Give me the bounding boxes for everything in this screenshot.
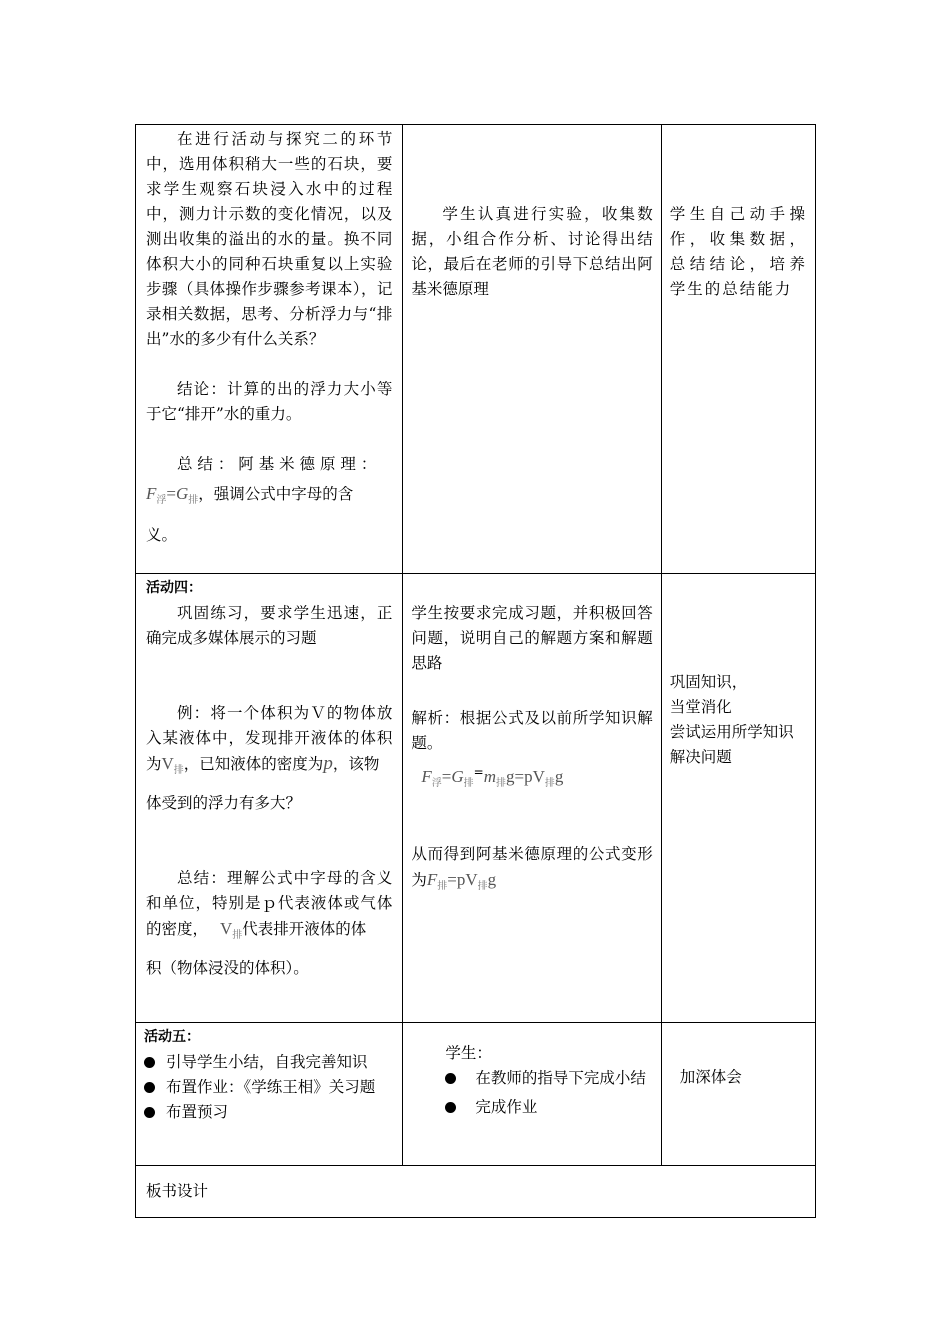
bullet-icon — [144, 1057, 155, 1068]
summary-label: 总 结 ： 阿 基 米 德 原 理 ： — [177, 455, 377, 473]
bullet-icon — [445, 1102, 456, 1113]
purpose-text: 加深体会 — [679, 1068, 742, 1086]
list-item: 布置作业：《学练王相》关习题 — [144, 1075, 392, 1100]
derived-formula-text: 从而得到阿基米德原理的公式变形为$F_排=pV_排g$ — [411, 845, 653, 892]
purpose-line: 尝试运用所学知识解决问题 — [669, 723, 794, 766]
list-item: 在教师的指导下完成小结 — [445, 1066, 652, 1091]
design-purpose-cell — [661, 125, 815, 574]
student-response: 学生按要求完成习题，并积极回答问题，说明自己的解题方案和解题思路 — [411, 604, 653, 672]
solution-text: 解析：根据公式及以前所学知识解题。 — [411, 709, 653, 752]
student-activity-cell — [403, 574, 661, 1023]
activity-heading: 活动四： — [146, 580, 202, 596]
teacher-activity-cell — [136, 125, 403, 574]
bullet-icon — [144, 1082, 155, 1093]
example-problem: 例：将一个体积为Ｖ的物体放入某液体中，发现排开液体的体积为$V_排$，已知液体的密度为p，该物 — [146, 704, 393, 776]
list-item: 布置预习 — [144, 1100, 392, 1125]
summary-end-text: 积（物体浸没的体积）。 — [146, 959, 309, 977]
example-question: 体受到的浮力有多大？ — [146, 794, 302, 812]
student-heading: 学生： — [445, 1044, 492, 1062]
bullet-icon — [445, 1073, 456, 1084]
table-row — [136, 1023, 816, 1166]
list-item: 引导学生小结，自我完善知识 — [144, 1050, 392, 1075]
table-row — [136, 125, 816, 574]
table-row — [136, 1166, 816, 1218]
conclusion-text: 结论：计算的出的浮力大小等于它“排开”水的重力。 — [146, 380, 393, 423]
purpose-line: 当堂消化 — [669, 698, 732, 716]
purpose-line: 巩固知识， — [669, 673, 748, 691]
table-row — [136, 574, 816, 1023]
list-item: 完成作业 — [445, 1095, 652, 1120]
activity-description: 在进行活动与探究二的环节中，选用体积稍大一些的石块，要求学生观察石块浸入水中的过程中，测力计示数的变化情况，以及测出收集的溢出的水的量。换不同体积大小的同种石块重复以上实验步骤（具体操作步骤参考课本），记录相关数据，思考、分析浮力与“排出”水的多少有什么关系？ — [146, 130, 393, 348]
student-activity-cell — [403, 1023, 661, 1166]
design-purpose-cell — [661, 1023, 815, 1166]
teacher-activity-cell — [136, 1023, 403, 1166]
student-activity-cell — [403, 125, 661, 574]
archimedes-formula: $F_浮=G_排$，强调公式中字母的含 — [146, 484, 354, 506]
formula-end-text: 义。 — [146, 526, 178, 544]
lesson-plan-table — [135, 124, 816, 1218]
teacher-activity-cell — [136, 574, 403, 1023]
design-purpose-text: 学生自己动手操作，收集数据，总结结论，培养学生的总结能力 — [669, 205, 807, 298]
design-purpose-cell — [661, 574, 815, 1023]
activity-heading: 活动五： — [144, 1029, 200, 1045]
summary-text: 总结：理解公式中字母的含义和单位，特别是ｐ代表液体或气体的密度， $V_排$代表排开液体的体 — [146, 869, 393, 941]
exercise-instruction: 巩固练习，要求学生迅速，正确完成多媒体展示的习题 — [146, 604, 393, 647]
buoyancy-formula: $F_浮=G_排^=m_排g=pV_排g$ — [421, 765, 564, 789]
student-activity-text: 学生认真进行实验，收集数据，小组合作分析、讨论得出结论，最后在老师的引导下总结出阿基米德原理 — [411, 205, 653, 298]
bullet-icon — [144, 1107, 155, 1118]
blackboard-design-heading: 板书设计 — [136, 1166, 816, 1218]
